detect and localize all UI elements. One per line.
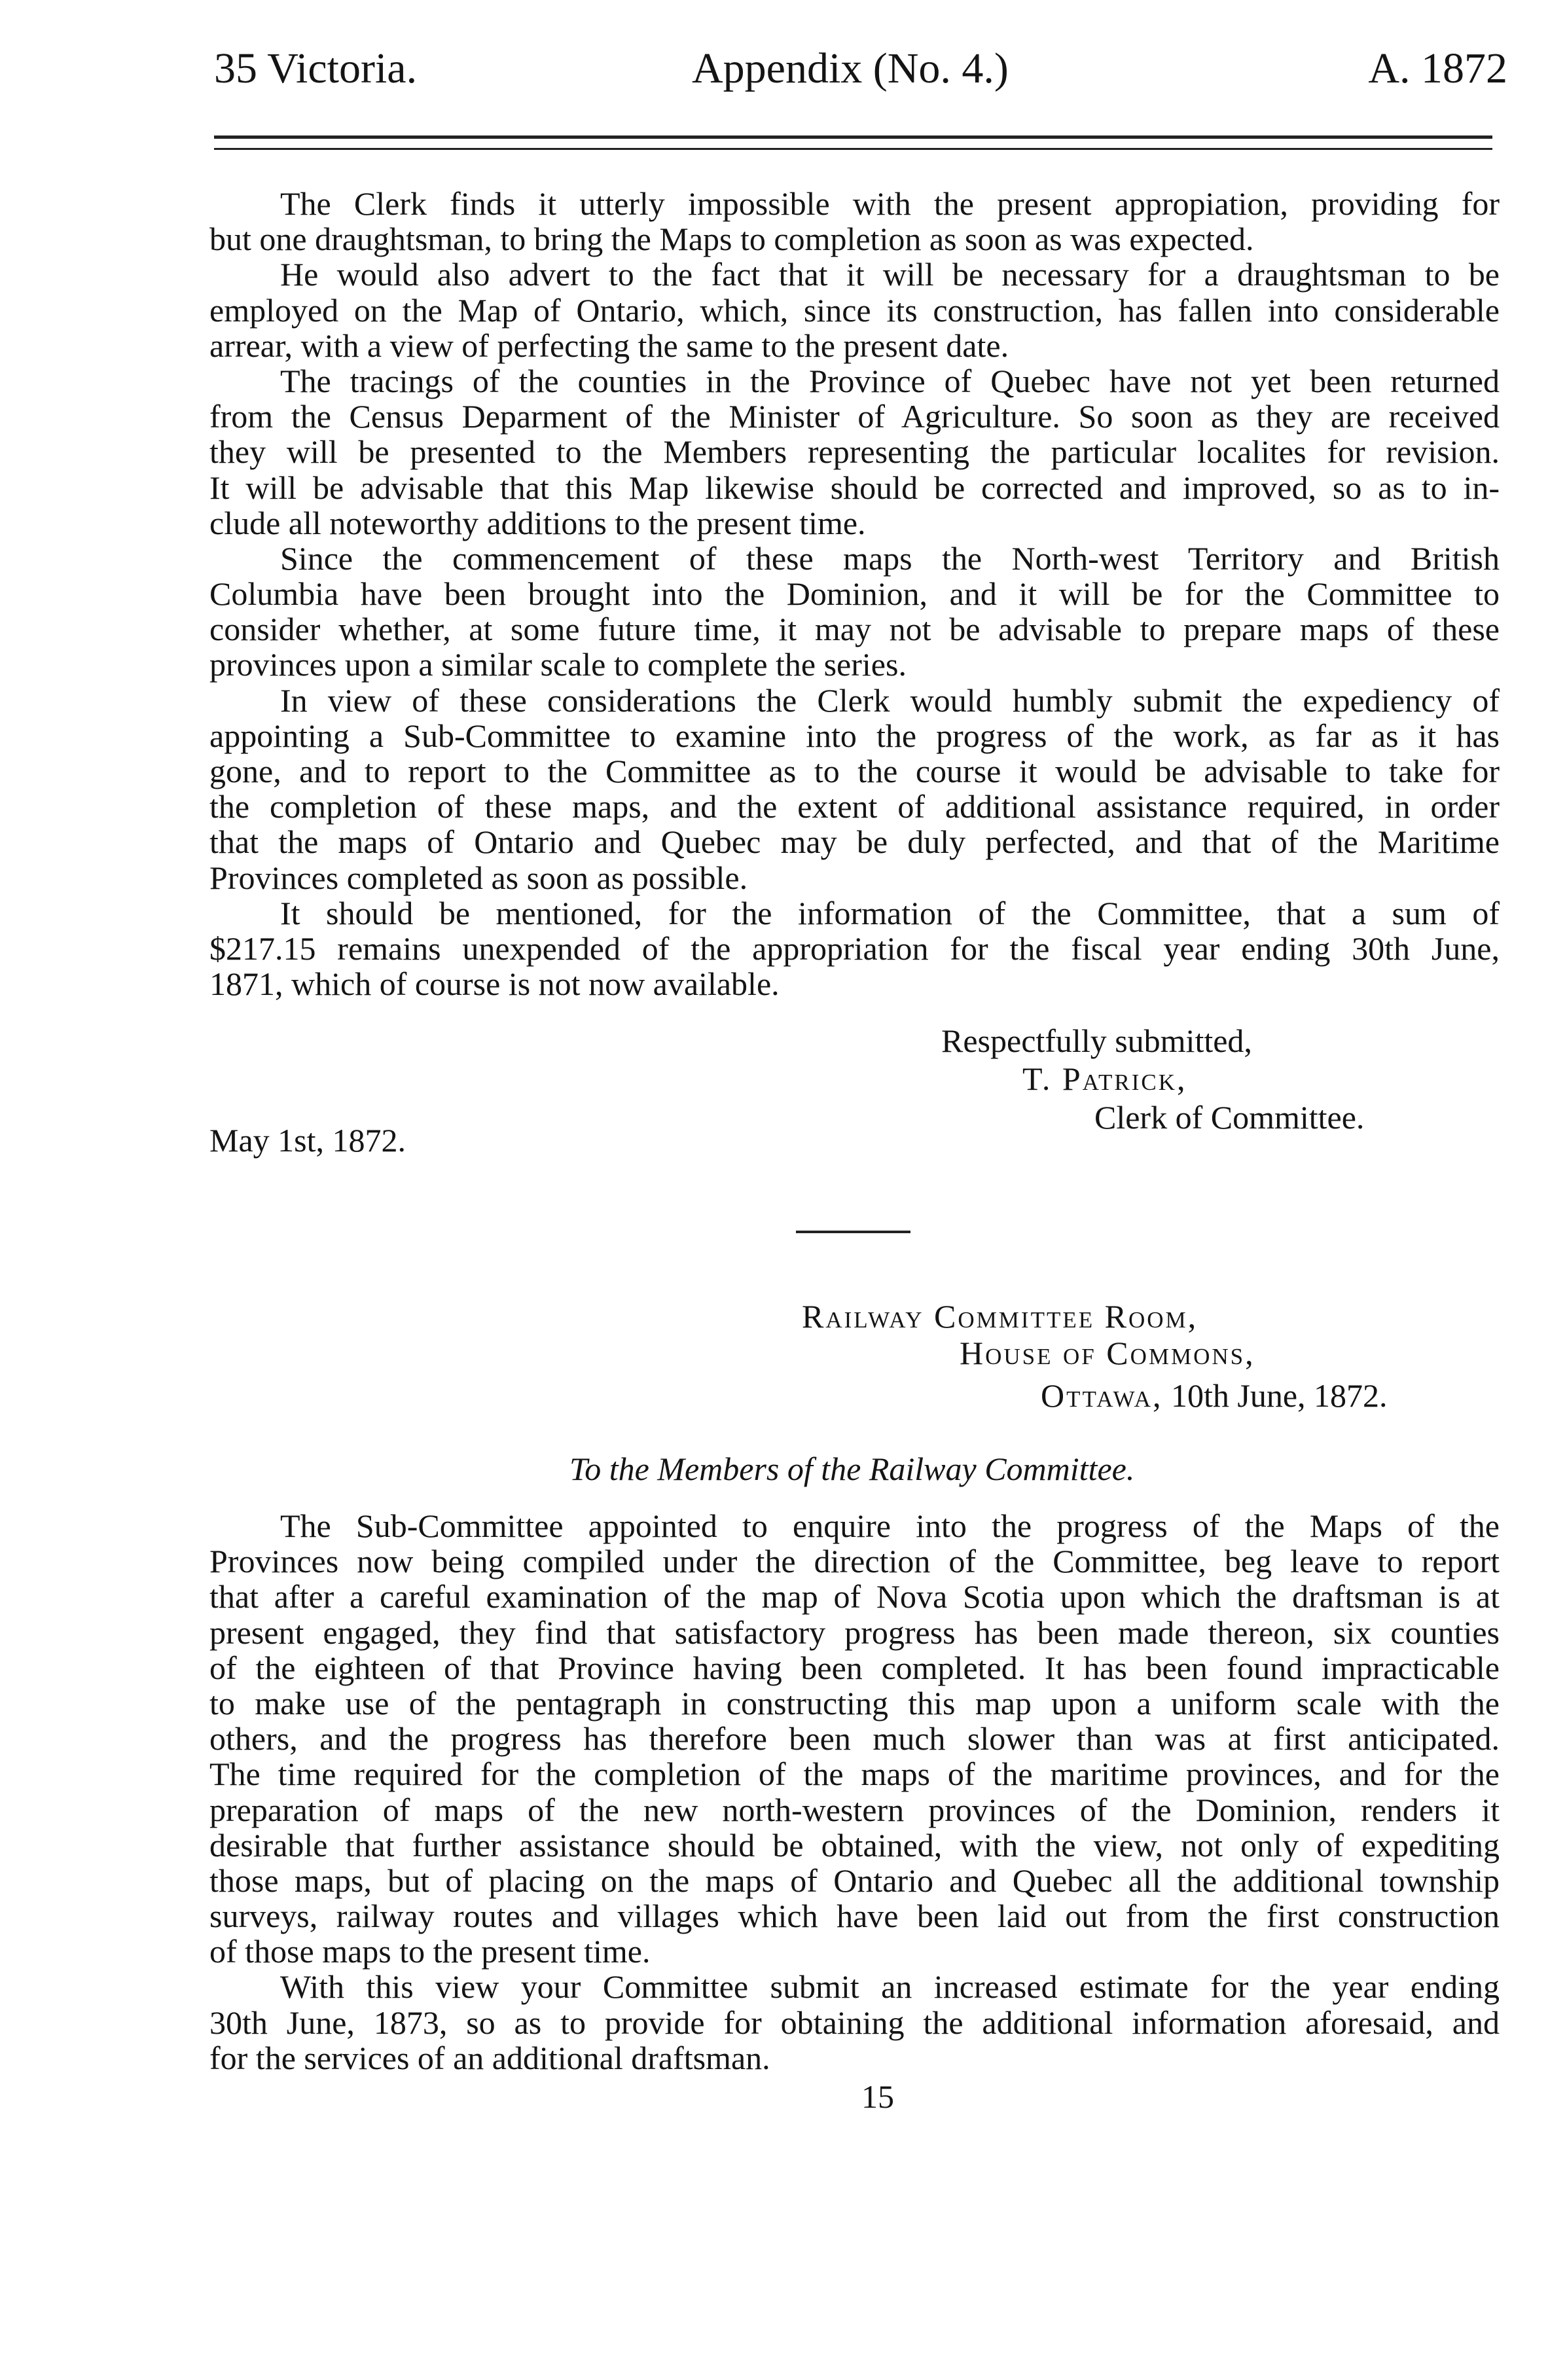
text-line: they will be presented to the Members representing the particular localites for revision.: [209, 433, 1500, 471]
text-line: of those maps to the present time.: [209, 1933, 651, 1970]
text-line: The Sub-Committee appointed to enquire into the progress of the Maps of the: [280, 1507, 1500, 1544]
address-room: Railway Committee Room,: [802, 1298, 1198, 1335]
text-line: Provinces completed as soon as possible.: [209, 859, 748, 896]
report-paragraph: [209, 683, 1500, 895]
text-line: others, and the progress has therefore been much slower than was at first anticipated.: [209, 1720, 1500, 1758]
text-line: appointing a Sub-Committee to examine into the progress of the work, as far as it has: [209, 717, 1500, 754]
text-line: the completion of these maps, and the extent of additional assistance required, in order: [209, 788, 1500, 825]
text-line: The Clerk finds it utterly impossible with the present appropiation, providing for: [280, 185, 1500, 222]
text-line: The time required for the completion of the maps of the maritime provinces, and for the: [209, 1756, 1500, 1793]
address-date: 10th June, 1872.: [1170, 1377, 1388, 1414]
salutation: To the Members of the Railway Committee.: [569, 1451, 1135, 1487]
signatory-title: Clerk of Committee.: [1094, 1099, 1365, 1136]
address-place-date: [1041, 1378, 1388, 1413]
text-line: but one draughtsman, to bring the Maps to completion as soon as was expected.: [209, 221, 1254, 258]
text-line: surveys, railway routes and villages which have been laid out from the first construction: [209, 1898, 1500, 1935]
signatory-name: T. Patrick,: [1022, 1060, 1187, 1097]
header-rule-thick: [214, 135, 1492, 139]
text-line: consider whether, at some future time, it may not be advisable to prepare maps of these: [209, 611, 1500, 648]
text-line: The tracings of the counties in the Province of Quebec have not yet been returned: [280, 362, 1500, 399]
report-paragraph: [209, 895, 1500, 1002]
header-year: A. 1872: [1368, 45, 1507, 92]
text-line: It should be mentioned, for the information of the Committee, that a sum of: [280, 894, 1500, 931]
text-line: gone, and to report to the Committee as to the course it would be advisable to take for: [209, 753, 1500, 789]
section-divider: [796, 1231, 910, 1233]
text-line: 30th June, 1873, so as to provide for obtaining the additional information aforesaid, and: [209, 2004, 1500, 2041]
text-line: He would also advert to the fact that it will be necessary for a draughtsman to be: [280, 256, 1500, 293]
text-line: Provinces now being compiled under the direction of the Committee, beg leave to report: [209, 1543, 1500, 1580]
text-line: arrear, with a view of perfecting the same to the present date.: [209, 327, 1009, 364]
text-line: those maps, but of placing on the maps of Ontario and Quebec all the additional township: [209, 1862, 1500, 1899]
text-line: clude all noteworthy additions to the present time.: [209, 504, 866, 541]
report-paragraph: [209, 363, 1500, 541]
text-line: Columbia have been brought into the Dominion, and it will be for the Committee to: [209, 575, 1500, 613]
text-line: With this view your Committee submit an increased estimate for the year ending: [280, 1968, 1500, 2006]
clerk-report: [209, 186, 1500, 1001]
text-line: In view of these considerations the Clerk would humbly submit the expediency of: [280, 681, 1500, 719]
report-paragraph: [209, 1508, 1500, 1969]
subcommittee-report: [209, 1508, 1500, 2076]
report-paragraph: [209, 1969, 1500, 2076]
text-line: preparation of maps of the new north-western provinces of the Dominion, renders it: [209, 1791, 1500, 1828]
text-line: desirable that further assistance should be obtained, with the view, not only of expediting: [209, 1826, 1500, 1864]
header-session: 35 Victoria.: [214, 45, 418, 92]
text-line: Since the commencement of these maps the North-west Territory and British: [280, 539, 1500, 577]
text-line: provinces upon a similar scale to complete the series.: [209, 646, 907, 683]
report-paragraph: [209, 257, 1500, 363]
address-house: House of Commons,: [960, 1335, 1255, 1371]
header-appendix: Appendix (No. 4.): [692, 45, 1009, 92]
report-paragraph: [209, 541, 1500, 683]
text-line: that after a careful examination of the map of Nova Scotia upon which the draftsman is at: [209, 1578, 1500, 1615]
text-line: from the Census Deparment of the Minister of Agriculture. So soon as they are received: [209, 398, 1500, 435]
closing-phrase: Respectfully submitted,: [941, 1022, 1252, 1059]
header-rule-thin: [214, 148, 1492, 150]
address-city: Ottawa,: [1041, 1377, 1163, 1414]
page-number: 15: [861, 2078, 894, 2115]
report-paragraph: [209, 186, 1500, 257]
text-line: employed on the Map of Ontario, which, since its construction, has fallen into considerable: [209, 291, 1500, 329]
text-line: present engaged, they find that satisfactory progress has been made thereon, six counties: [209, 1614, 1500, 1651]
text-line: $217.15 remains unexpended of the appropriation for the fiscal year ending 30th June,: [209, 929, 1500, 967]
text-line: that the maps of Ontario and Quebec may be duly perfected, and that of the Maritime: [209, 823, 1500, 861]
text-line: 1871, which of course is not now available.: [209, 965, 780, 1003]
report-date: May 1st, 1872.: [209, 1122, 406, 1159]
text-line: to make use of the pentagraph in constructing this map upon a uniform scale with the: [209, 1684, 1500, 1722]
text-line: It will be advisable that this Map likewise should be corrected and improved, so as to in-: [209, 469, 1500, 506]
text-line: for the services of an additional draftsman.: [209, 2039, 770, 2076]
text-line: of the eighteen of that Province having been completed. It has been found impracticable: [209, 1649, 1500, 1686]
